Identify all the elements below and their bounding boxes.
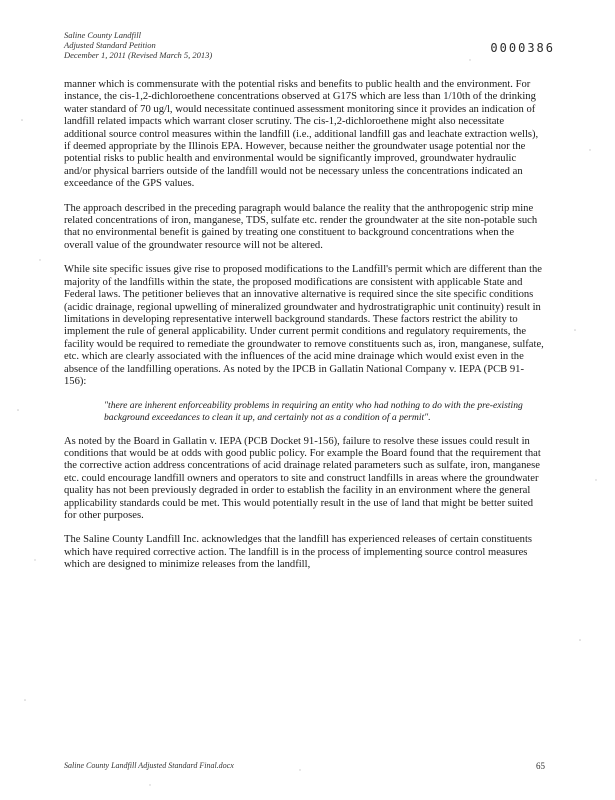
- paragraph-3: While site specific issues give rise to proposed modifications to the Landfill's permit which are different than the majority of the landfills within the state, the proposed modifications are consistent with applicable State and Federal laws. The petitioner believes that an innovative alternative is required since the site specific conditions (acidic drainage, regional upwelling of mineralized groundwater and hydrostratigraphic unit continuity) result in limitations in developing representative interwell background standards. These factors restrict the ability to implement the rule of general applicability. Under current permit conditions and regulatory requirements, the facility would be required to remediate the groundwater to remove constituents such as, iron, manganese, sulfate, etc. which are clearly associated with the influences of the acid mine drainage which would exist even in the absence of the landfilling operations. As noted by the IPCB in Gallatin National Company v. IEPA (PCB 91-156):: [64, 264, 544, 387]
- page-number: 65: [536, 761, 545, 771]
- paragraph-2: The approach described in the preceding paragraph would balance the reality that the anthropogenic strip mine related concentrations of iron, manganese, TDS, sulfate etc. render the groundwater at the site non-potable such that no environmental benefit is gained by treating one constituent to background concentrations when the overall value of the groundwater resource will not be altered.: [64, 202, 538, 251]
- header-line-3: December 1, 2011 (Revised March 5, 2013): [64, 50, 213, 60]
- header-line-2: Adjusted Standard Petition: [64, 40, 156, 50]
- paragraph-5: The Saline County Landfill Inc. acknowledges that the landfill has experienced releases of certain constituents which have required corrective action. The landfill is in the process of implementing source control measures which are designed to minimize releases from the landfill,: [64, 534, 533, 571]
- footer-title: Saline County Landfill Adjusted Standard Final.docx: [64, 761, 234, 770]
- document-body: [64, 79, 544, 584]
- page-header: [64, 30, 212, 60]
- bates-number: 0000386: [490, 41, 555, 55]
- block-quote: "there are inherent enforceability problems in requiring an entity who had nothing to do with the pre-existing background exceedances to clean it up, and certainly not as a condition of a permit".: [104, 400, 523, 423]
- paragraph-1: manner which is commensurate with the potential risks and benefits to public health and the environment. For instance, the cis-1,2-dichloroethene concentrations observed at G17S which are less than 1/10th of the drinking water standard of 70 ug/l, would necessitate continued assessment monitoring since it provides an indication of landfill related impacts which warrant closer scrutiny. The cis-1,2-dichloroethene might also necessitate additional source control measures within the landfill (i.e., additional landfill gas and leachate extraction wells), if deemed appropriate by the Illinois EPA. However, because neither the groundwater usage potential nor the potential risks to public health and environmental would be significantly improved, groundwater hydraulic and/or physical barriers outside of the landfill would not be necessary unless the concentrations indicated an exceedance of the GPS values.: [64, 79, 539, 190]
- paragraph-4: As noted by the Board in Gallatin v. IEPA (PCB Docket 91-156), failure to resolve these issues could result in conditions that would be at odds with good public policy. For example the Board found that the requirement that the corrective action address concentrations of acid drainage related parameters such as sulfate, iron, manganese etc. could encourage landfill owners and operators to site and construct landfills in areas where the groundwater quality has not been previously degraded in order to establish the facility in an environment where the general applicability standards could be met. This would potentially result in the use of land that might be better suited for other purposes.: [64, 435, 541, 521]
- header-line-1: Saline County Landfill: [64, 30, 141, 40]
